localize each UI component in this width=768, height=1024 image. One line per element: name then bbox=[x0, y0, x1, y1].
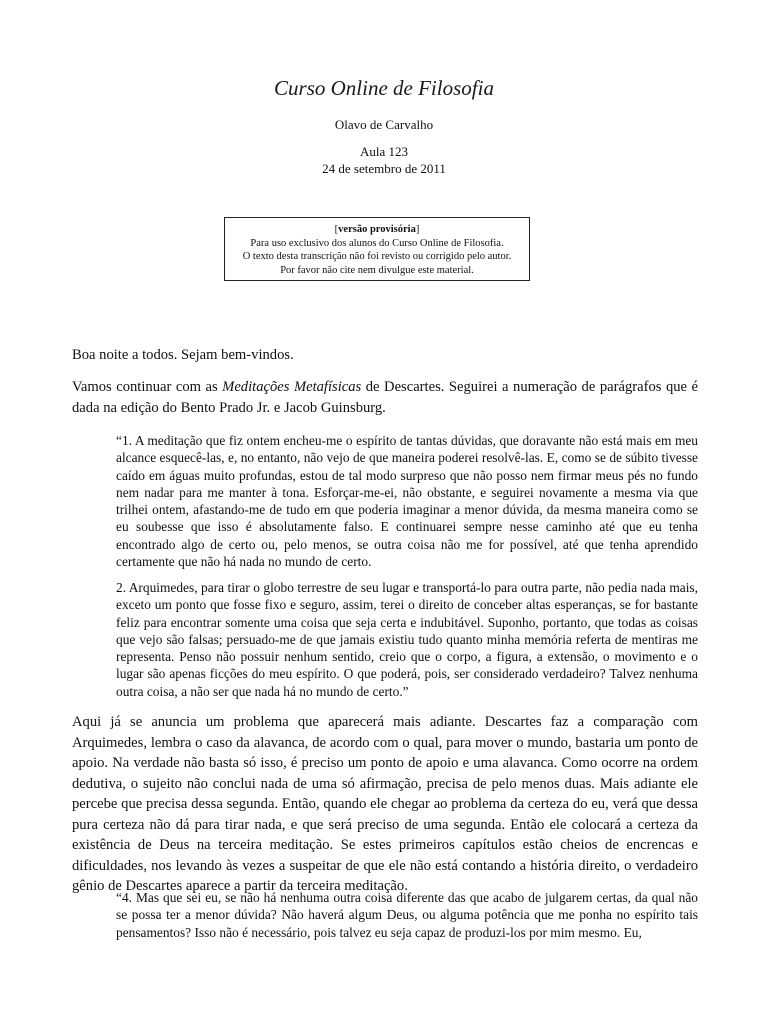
intro-text-after: de Descartes. Seguirei a numeração de parágrafos que é dada na edição do Bento Prado Jr. e Jacob Guinsburg. bbox=[72, 379, 698, 416]
notice-label: versão provisória bbox=[338, 224, 416, 235]
notice-line-1: Para uso exclusivo dos alunos do Curso Online de Filosofia. bbox=[250, 237, 504, 249]
book-title: Meditações Metafísicas bbox=[222, 379, 362, 395]
commentary-paragraph: Aqui já se anuncia um problema que aparecerá mais adiante. Descartes faz a comparação com Arquimedes, lembra o caso da alavanca, de acordo com o qual, para mover o mundo, bastaria um ponto de apoio. Na verdade não basta só isso, é preciso um ponto de apoio e uma alavanca. Como ocorre na ordem dedutiva, o sujeito não conclui nada de uma só afirmação, precisa de pelo menos duas. Mais adiante ele percebe que precisa dessa segunda. Então, quando ele chegar ao problema da certeza do eu, verá que dessa pura certeza não dá para tirar nada, e que será preciso de uma segunda. Então ele colocará a certeza da existência de Deus na terceira meditação. Se estes primeiros capítulos estão cheios de encrencas e dificuldades, nos levando às vezes a suspeitar de que ele não está contando a história direito, o verdadeiro gênio de Descartes aparece a partir da terceira meditação. bbox=[72, 714, 698, 894]
intro-paragraph bbox=[72, 377, 698, 418]
quote-paragraph-2: 2. Arquimedes, para tirar o globo terrestre de seu lugar e transportá-lo para outra parte, não pedia nada mais, exceto um ponto que fosse fixo e seguro, assim, terei o direito de conceber altas esperanças, se for bastante feliz para encontrar somente uma coisa que seja certa e indubitável. Suponho, portanto, que todas as coisas que vejo são falsas; persuado-me de que jamais existiu tudo quanto minha memória referta de mentiras me representa. Penso não possuir nenhum sentido, creio que o corpo, a figura, a extensão, o movimento e o lugar são apenas ficções do meu espírito. O que poderá, pois, ser considerado verdadeiro? Talvez nenhuma outra coisa, a não ser que nada há no mundo de certo.” bbox=[116, 580, 698, 699]
document-title: Curso Online de Filosofia bbox=[274, 76, 494, 100]
quote-paragraph-1: “1. A meditação que fiz ontem encheu-me o espírito de tantas dúvidas, que doravante não está mais em meu alcance esquecê-las, e, no entanto, não vejo de que maneira poderei resolvê-las. E, como se de súbito tivesse caído em águas muito profundas, estou de tal modo surpreso que não posso nem firmar meus pés no fundo nem nadar para me manter à tona. Esforçar-me-ei, não obstante, e seguirei novamente a mesma via que trilhei ontem, afastando-me de tudo em que poderia imaginar a menor dúvida, da mesma maneira como se eu soubesse que isso é absolutamente falso. E continuarei sempre nesse caminho até que eu tenha encontrado algo de certo ou, pelo menos, se outra coisa não me for possível, até que tenha aprendido certamente que não há nada no mundo de certo. bbox=[116, 433, 698, 570]
intro-text-before: Vamos continuar com as bbox=[72, 379, 223, 395]
provisional-version-notice bbox=[224, 217, 530, 281]
lesson-date: 24 de setembro de 2011 bbox=[322, 161, 446, 176]
notice-bracket-close: ] bbox=[415, 224, 420, 235]
notice-line-2: O texto desta transcrição não foi revisto ou corrigido pelo autor. bbox=[242, 251, 512, 262]
greeting-paragraph: Boa noite a todos. Sejam bem-vindos. bbox=[72, 347, 294, 363]
notice-bracket-open: [ bbox=[334, 224, 339, 235]
notice-line-3: Por favor não cite nem divulgue este material. bbox=[280, 264, 474, 276]
notice-heading bbox=[225, 223, 529, 237]
lesson-number: Aula 123 bbox=[359, 144, 409, 159]
author-name: Olavo de Carvalho bbox=[334, 117, 434, 132]
quote-paragraph-4: “4. Mas que sei eu, se não há nenhuma outra coisa diferente das que acabo de julgarem certas, da qual não se possa ter a menor dúvida? Não haverá algum Deus, ou alguma potência que me ponha no espírito tais pensamentos? Isso não é necessário, pois talvez eu seja capaz de produzi-los por mim mesmo. Eu, bbox=[116, 890, 698, 940]
